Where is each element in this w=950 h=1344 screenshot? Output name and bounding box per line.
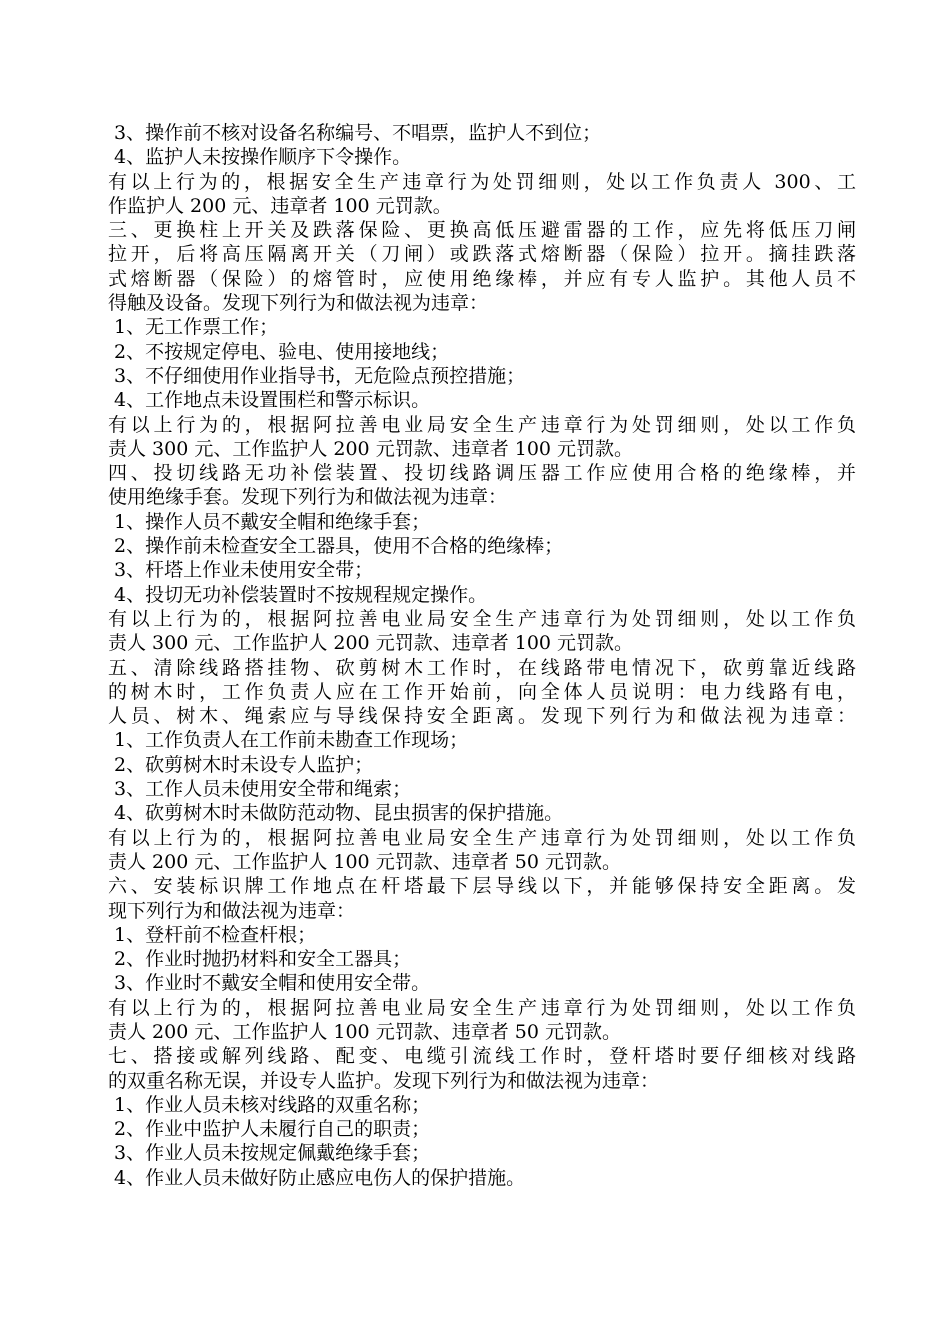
text-line: 三、更换柱上开关及跌落保险、更换高低压避雷器的工作，应先将低压刀闸	[108, 219, 856, 242]
text-line: 3、工作人员未使用安全带和绳索；	[108, 778, 412, 801]
text-line: 责人 300 元、工作监护人 200 元罚款、违章者 100 元罚款。	[108, 437, 634, 460]
text-line: 现下列行为和做法视为违章：	[108, 899, 356, 922]
text-line: 3、操作前不核对设备名称编号、不唱票，监护人不到位；	[108, 122, 602, 144]
text-line: 3、作业人员未按规定佩戴绝缘手套；	[108, 1142, 431, 1165]
text-line: 2、作业中监护人未履行自己的职责；	[108, 1118, 431, 1141]
text-line: 使用绝缘手套。发现下列行为和做法视为违章：	[108, 486, 508, 509]
text-line: 六、安装标识牌工作地点在杆塔最下层导线以下，并能够保持安全距离。发	[108, 875, 856, 898]
text-line: 4、砍剪树木时未做防范动物、昆虫损害的保护措施。	[108, 802, 564, 825]
text-line: 四、投切线路无功补偿装置、投切线路调压器工作应使用合格的绝缘棒，并	[108, 462, 856, 485]
text-line: 2、砍剪树木时未设专人监护；	[108, 753, 374, 776]
text-line: 2、操作前未检查安全工器具，使用不合格的绝缘棒；	[108, 535, 564, 558]
text-line: 人员、树木、绳索应与导线保持安全距离。发现下列行为和做法视为违章：	[108, 705, 856, 728]
text-line: 的双重名称无误，并设专人监护。发现下列行为和做法视为违章：	[108, 1069, 660, 1092]
text-line: 3、作业时不戴安全帽和使用安全带。	[108, 972, 431, 995]
text-line: 有以上行为的，根据安全生产违章行为处罚细则，处以工作负责人 300、工	[108, 170, 856, 193]
text-line: 的树木时，工作负责人应在工作开始前，向全体人员说明：电力线路有电，	[108, 680, 856, 703]
text-line: 3、不仔细使用作业指导书，无危险点预控措施；	[108, 364, 526, 387]
text-line: 七、搭接或解列线路、配变、电缆引流线工作时，登杆塔时要仔细核对线路	[108, 1045, 856, 1068]
text-line: 4、投切无功补偿装置时不按规程规定操作。	[108, 583, 488, 606]
text-line: 1、操作人员不戴安全帽和绝缘手套；	[108, 510, 431, 533]
text-line: 五、清除线路搭挂物、砍剪树木工作时，在线路带电情况下，砍剪靠近线路	[108, 656, 856, 679]
text-line: 责人 200 元、工作监护人 100 元罚款、违章者 50 元罚款。	[108, 850, 621, 873]
text-line: 3、杆塔上作业未使用安全带；	[108, 559, 374, 582]
text-line: 式熔断器（保险）的熔管时，应使用绝缘棒，并应有专人监护。其他人员不	[108, 267, 856, 290]
text-line: 1、无工作票工作；	[108, 316, 279, 339]
text-line: 4、工作地点未设置围栏和警示标识。	[108, 389, 431, 412]
text-line: 有以上行为的，根据阿拉善电业局安全生产违章行为处罚细则，处以工作负	[108, 607, 856, 630]
text-line: 责人 300 元、工作监护人 200 元罚款、违章者 100 元罚款。	[108, 632, 634, 655]
text-line: 4、监护人未按操作顺序下令操作。	[108, 146, 412, 169]
text-line: 4、作业人员未做好防止感应电伤人的保护措施。	[108, 1166, 526, 1189]
text-line: 责人 200 元、工作监护人 100 元罚款、违章者 50 元罚款。	[108, 1020, 621, 1043]
text-line: 1、作业人员未核对线路的双重名称；	[108, 1093, 431, 1116]
document-body	[108, 121, 856, 1190]
text-line: 拉开，后将高压隔离开关（刀闸）或跌落式熔断器（保险）拉开。摘挂跌落	[108, 243, 856, 266]
text-line: 有以上行为的，根据阿拉善电业局安全生产违章行为处罚细则，处以工作负	[108, 413, 856, 436]
text-line: 作监护人 200 元、违章者 100 元罚款。	[108, 194, 452, 217]
text-line: 2、不按规定停电、验电、使用接地线；	[108, 340, 450, 363]
text-line: 2、作业时抛扔材料和安全工器具；	[108, 948, 412, 971]
text-line: 得触及设备。发现下列行为和做法视为违章：	[108, 292, 489, 315]
text-line: 有以上行为的，根据阿拉善电业局安全生产违章行为处罚细则，处以工作负	[108, 996, 856, 1019]
text-line: 1、登杆前不检查杆根；	[108, 923, 317, 946]
text-line: 有以上行为的，根据阿拉善电业局安全生产违章行为处罚细则，处以工作负	[108, 826, 856, 849]
text-line: 1、工作负责人在工作前未勘查工作现场；	[108, 729, 469, 752]
